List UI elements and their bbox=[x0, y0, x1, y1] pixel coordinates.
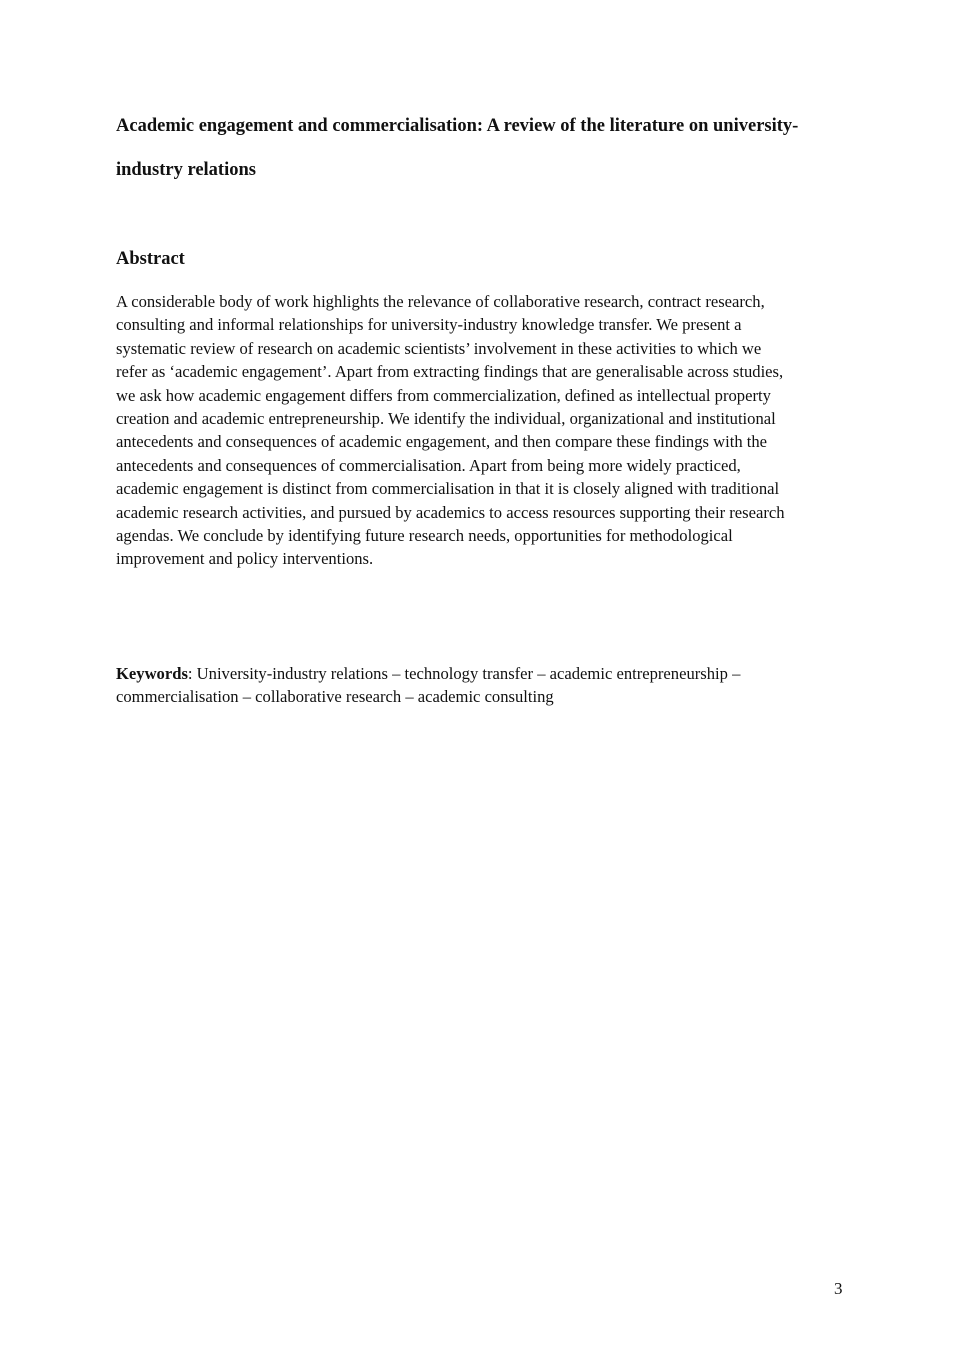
keywords-label: Keywords bbox=[116, 664, 188, 683]
abstract-line: A considerable body of work highlights the relevance of collaborative research, contract research, bbox=[116, 292, 765, 311]
abstract-line: creation and academic entrepreneurship. We identify the individual, organizational and institutional bbox=[116, 409, 776, 429]
paper-title-line-1: Academic engagement and commercialisation: A review of the literature on university- bbox=[116, 116, 799, 136]
abstract-line: refer as ‘academic engagement’. Apart from extracting findings that are generalisable across studies, bbox=[116, 362, 784, 382]
abstract-line: agendas. We conclude by identifying future research needs, opportunities for methodological bbox=[116, 526, 733, 546]
page-number: 3 bbox=[834, 1279, 843, 1298]
abstract-line: we ask how academic engagement differs from commercialization, defined as intellectual property bbox=[116, 385, 771, 405]
abstract-line: academic research activities, and pursued by academics to access resources supporting their research bbox=[116, 502, 785, 522]
abstract-heading: Abstract bbox=[116, 249, 185, 269]
abstract-line: consulting and informal relationships for university-industry knowledge transfer. We present a bbox=[116, 315, 742, 335]
abstract-line: antecedents and consequences of academic engagement, and then compare these findings with the bbox=[116, 432, 768, 452]
abstract-line: improvement and policy interventions. bbox=[116, 549, 374, 569]
paper-title-line-2: industry relations bbox=[116, 160, 256, 180]
keywords-line: commercialisation – collaborative research – academic consulting bbox=[116, 687, 554, 707]
abstract-line: antecedents and consequences of commercialisation. Apart from being more widely practiced, bbox=[116, 455, 741, 475]
paper-title bbox=[116, 104, 856, 192]
keywords-paragraph bbox=[116, 662, 851, 709]
keywords-line: : University-industry relations – technology transfer – academic entrepreneurship – bbox=[187, 664, 741, 683]
abstract-line: systematic review of research on academic scientists’ involvement in these activities to which we bbox=[116, 338, 762, 358]
abstract-body bbox=[116, 290, 851, 571]
abstract-line: academic engagement is distinct from commercialisation in that it is closely aligned with traditional bbox=[116, 479, 780, 499]
